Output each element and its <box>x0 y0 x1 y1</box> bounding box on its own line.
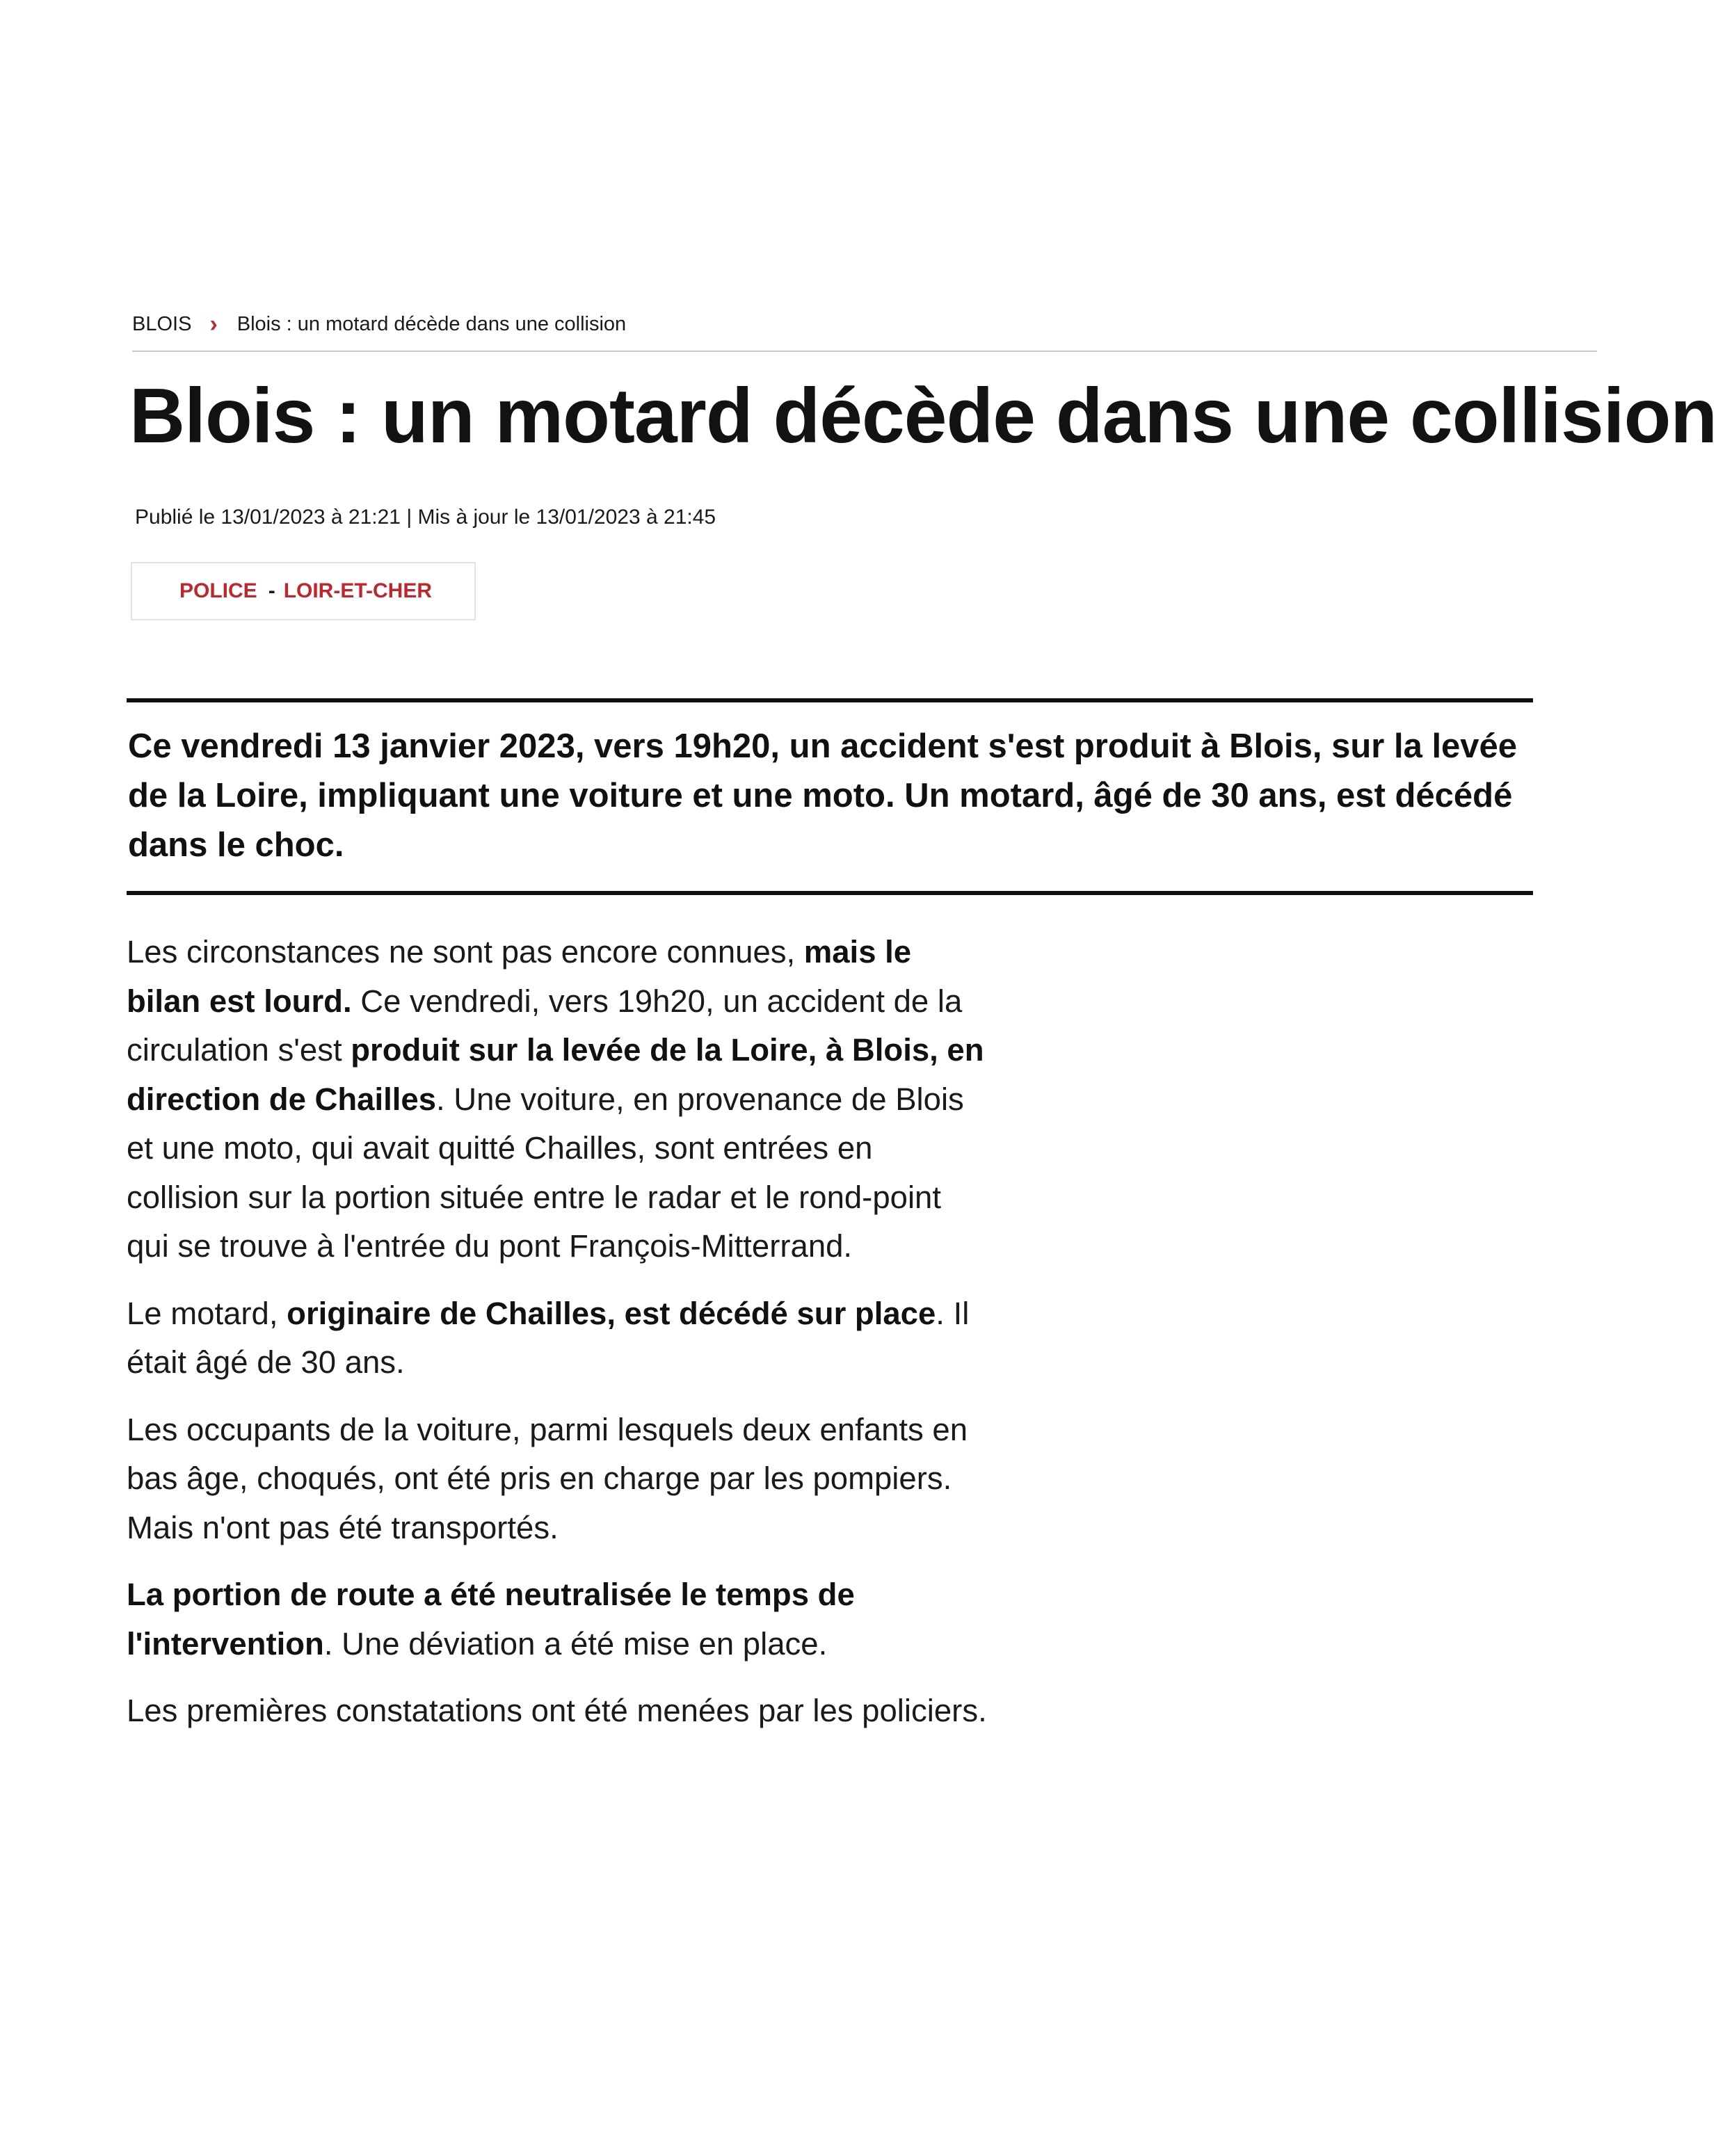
article-body <box>127 928 989 1754</box>
tags-box <box>131 562 476 620</box>
article-lead: Ce vendredi 13 janvier 2023, vers 19h20, un accident s'est produit à Blois, sur la levée de la Loire, impliquant une voiture et une moto. Un motard, âgé de 30 ans, est décédé dans le choc. <box>127 698 1533 895</box>
breadcrumb-current: Blois : un motard décède dans une collision <box>236 313 627 335</box>
body-paragraph: La portion de route a été neutralisée le temps de l'intervention. Une déviation a été mise en place. <box>127 1577 855 1662</box>
publication-dates: Publié le 13/01/2023 à 21:21 | Mis à jour le 13/01/2023 à 21:45 <box>135 506 716 529</box>
body-paragraph: Les occupants de la voiture, parmi lesquels deux enfants en bas âge, choqués, ont été pris en charge par les pompiers. Mais n'ont pas été transportés. <box>127 1411 968 1545</box>
body-paragraph: Le motard, originaire de Chailles, est décédé sur place. Il était âgé de 30 ans. <box>127 1295 970 1380</box>
body-paragraph: Les circonstances ne sont pas encore connues, mais le bilan est lourd. Ce vendredi, vers 19h20, un accident de la circulation s'est produit sur la levée de la Loire, à Blois, en direction de Chailles. Une voiture, en provenance de Blois et une moto, qui avait quitté Chailles, sont entrées en collision sur la portion située entre le radar et le rond-point qui se trouve à l'entrée du pont François-Mitterrand. <box>127 934 984 1264</box>
breadcrumb <box>132 310 1597 352</box>
tag-loir-et-cher-link[interactable]: LOIR-ET-CHER <box>283 579 433 602</box>
body-paragraph: Les premières constatations ont été menées par les policiers. <box>127 1693 987 1728</box>
tag-police-link[interactable]: POLICE <box>179 579 257 602</box>
tag-separator: - <box>268 579 275 602</box>
chevron-right-icon: › <box>209 311 218 337</box>
page-title: Blois : un motard décède dans une collision <box>129 373 1717 459</box>
breadcrumb-home-link[interactable]: BLOIS <box>132 313 192 335</box>
